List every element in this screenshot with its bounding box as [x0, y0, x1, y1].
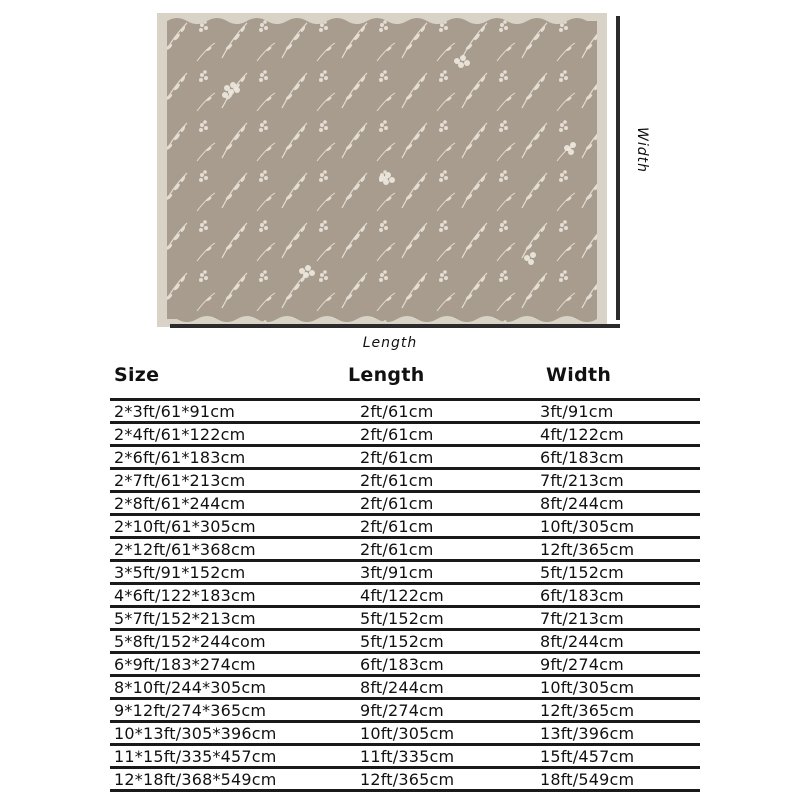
- length-cell: 10ft/305cm: [360, 724, 455, 743]
- length-cell: 12ft/365cm: [360, 770, 455, 789]
- table-row: [110, 585, 700, 608]
- length-cell: 8ft/244cm: [360, 678, 444, 697]
- width-label: Width: [634, 127, 650, 173]
- width-cell: 18ft/549cm: [540, 770, 635, 789]
- table-row: [110, 723, 700, 746]
- width-cell: 4ft/122cm: [540, 425, 624, 444]
- length-cell: 9ft/274cm: [360, 701, 444, 720]
- length-cell: 2ft/61cm: [360, 425, 434, 444]
- length-cell: 2ft/61cm: [360, 494, 434, 513]
- size-cell: 11*15ft/335*457cm: [114, 747, 277, 766]
- size-cell: 2*4ft/61*122cm: [114, 425, 246, 444]
- size-cell: 3*5ft/91*152cm: [114, 563, 246, 582]
- width-dimension-line: [616, 16, 620, 320]
- width-cell: 7ft/213cm: [540, 471, 624, 490]
- width-cell: 8ft/244cm: [540, 494, 624, 513]
- table-row: [110, 769, 700, 792]
- length-cell: 11ft/335cm: [360, 747, 455, 766]
- table-row: [110, 746, 700, 769]
- header-width: Width: [546, 364, 612, 386]
- size-cell: 8*10ft/244*305cm: [114, 678, 267, 697]
- width-cell: 7ft/213cm: [540, 609, 624, 628]
- length-cell: 2ft/61cm: [360, 402, 434, 421]
- length-cell: 2ft/61cm: [360, 540, 434, 559]
- width-cell: 6ft/183cm: [540, 586, 624, 605]
- length-dimension-line: [170, 324, 620, 328]
- length-cell: 2ft/61cm: [360, 448, 434, 467]
- table-row: [110, 539, 700, 562]
- length-cell: 2ft/61cm: [360, 471, 434, 490]
- length-cell: 4ft/122cm: [360, 586, 444, 605]
- width-cell: 12ft/365cm: [540, 701, 635, 720]
- table-row: [110, 424, 700, 447]
- width-cell: 8ft/244cm: [540, 632, 624, 651]
- table-row: [110, 677, 700, 700]
- width-cell: 10ft/305cm: [540, 678, 635, 697]
- size-cell: 6*9ft/183*274cm: [114, 655, 256, 674]
- width-cell: 6ft/183cm: [540, 448, 624, 467]
- size-cell: 2*6ft/61*183cm: [114, 448, 246, 467]
- size-cell: 2*12ft/61*368cm: [114, 540, 256, 559]
- rug-image: [157, 13, 607, 327]
- size-cell: 12*18ft/368*549cm: [114, 770, 277, 789]
- table-row: [110, 516, 700, 539]
- width-cell: 15ft/457cm: [540, 747, 635, 766]
- table-row: [110, 470, 700, 493]
- size-cell: 2*10ft/61*305cm: [114, 517, 256, 536]
- size-table-body: [110, 401, 700, 792]
- table-row: [110, 654, 700, 677]
- table-row: [110, 493, 700, 516]
- width-cell: 3ft/91cm: [540, 402, 614, 421]
- table-row: [110, 562, 700, 585]
- size-cell: 9*12ft/274*365cm: [114, 701, 267, 720]
- header-length: Length: [348, 364, 425, 386]
- size-cell: 4*6ft/122*183cm: [114, 586, 256, 605]
- length-cell: 5ft/152cm: [360, 609, 444, 628]
- size-cell: 2*7ft/61*213cm: [114, 471, 246, 490]
- size-cell: 5*7ft/152*213cm: [114, 609, 256, 628]
- width-cell: 12ft/365cm: [540, 540, 635, 559]
- width-cell: 10ft/305cm: [540, 517, 635, 536]
- size-cell: 10*13ft/305*396cm: [114, 724, 277, 743]
- size-table-header: [110, 364, 700, 398]
- table-row: [110, 631, 700, 654]
- length-cell: 3ft/91cm: [360, 563, 434, 582]
- length-label: Length: [362, 335, 418, 351]
- table-row: [110, 401, 700, 424]
- width-cell: 9ft/274cm: [540, 655, 624, 674]
- table-row: [110, 608, 700, 631]
- rug-illustration: [157, 13, 607, 327]
- table-row: [110, 447, 700, 470]
- width-cell: 13ft/396cm: [540, 724, 635, 743]
- length-cell: 5ft/152cm: [360, 632, 444, 651]
- size-cell: 5*8ft/152*244com: [114, 632, 266, 651]
- length-cell: 2ft/61cm: [360, 517, 434, 536]
- size-cell: 2*8ft/61*244cm: [114, 494, 246, 513]
- header-size: Size: [114, 364, 160, 386]
- table-row: [110, 700, 700, 723]
- length-cell: 6ft/183cm: [360, 655, 444, 674]
- size-cell: 2*3ft/61*91cm: [114, 402, 236, 421]
- size-table: [110, 364, 700, 792]
- width-cell: 5ft/152cm: [540, 563, 624, 582]
